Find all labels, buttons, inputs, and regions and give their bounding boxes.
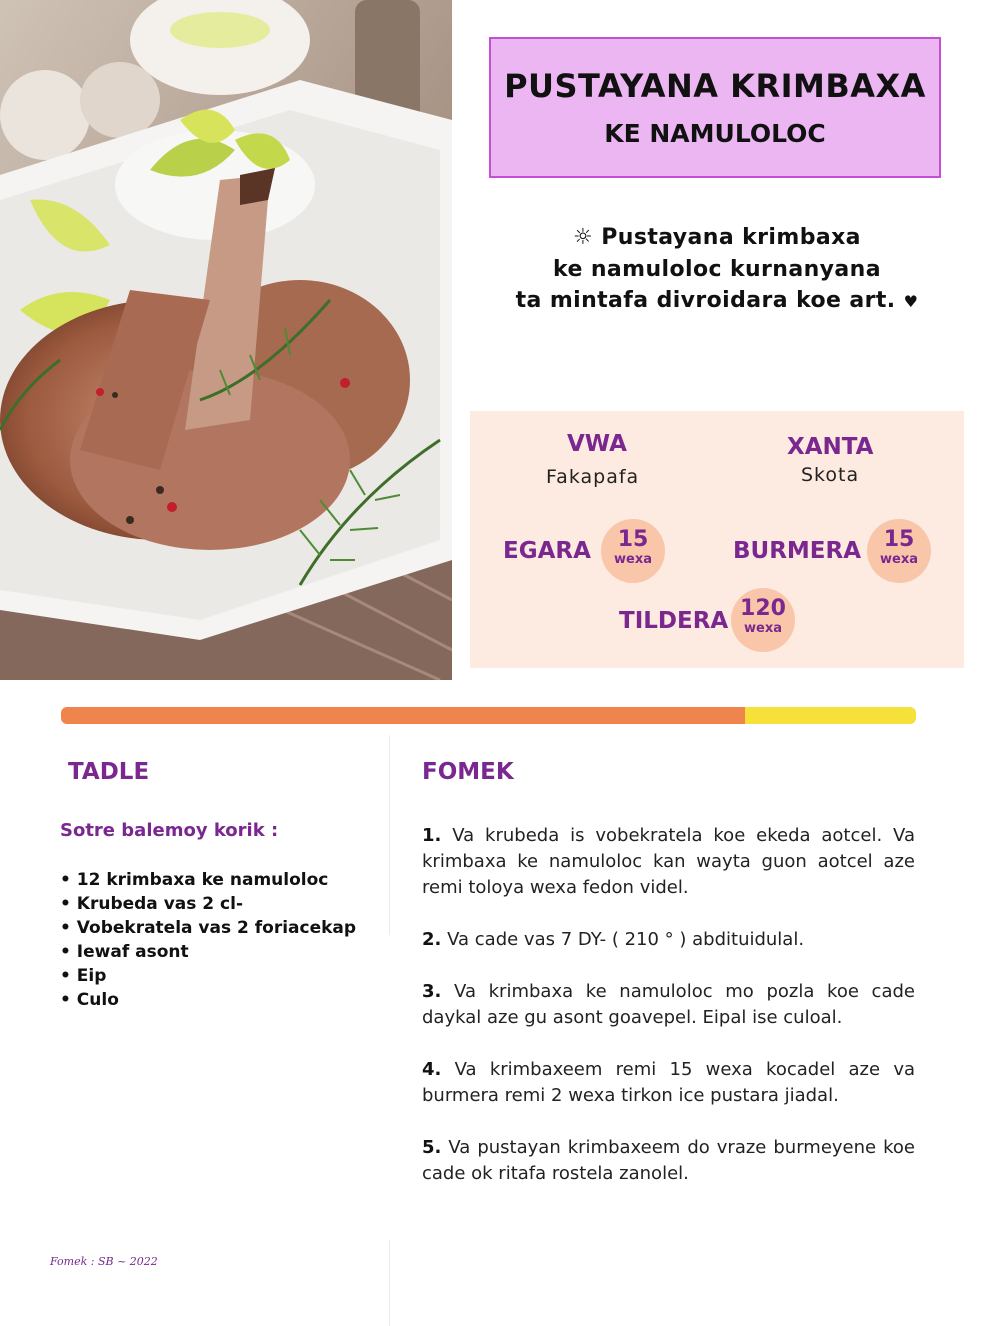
recipe-title: PUSTAYANA KRIMBAXA: [504, 67, 926, 105]
egara-time-value: 15: [617, 527, 649, 552]
heart-icon: ♥: [903, 292, 919, 311]
tildera-label: TILDERA: [619, 608, 729, 634]
step-text: Va pustayan krimbaxeem do vraze burmeyene koe cade ok ritafa rostela zanolel.: [422, 1137, 915, 1184]
column-divider-bottom: [389, 1240, 390, 1326]
recipe-intro: [470, 222, 964, 318]
step-text: Va krimbaxa ke namuloloc mo pozla koe cade daykal aze gu asont goavepel. Eipal ise culoal.: [422, 981, 915, 1028]
ingredient-item: • Eip: [60, 966, 107, 986]
divider-bar-orange: [61, 707, 745, 724]
step-number: 5.: [422, 1137, 442, 1158]
step-number: 3.: [422, 981, 442, 1002]
egara-time-unit: wexa: [614, 552, 652, 567]
column-divider: [389, 735, 390, 935]
intro-line-2: ke namuloloc kurnanyana: [553, 256, 881, 282]
recipe-photo: [0, 0, 452, 680]
xanta-value: Skota: [801, 464, 860, 486]
recipe-credit: Fomek : SB ~ 2022: [50, 1255, 158, 1268]
ingredients-subheading: Sotre balemoy korik :: [60, 820, 279, 841]
egara-time-badge: [601, 519, 665, 583]
ingredient-item: • Krubeda vas 2 cl-: [60, 894, 243, 914]
step-text: Va krubeda is vobekratela koe ekeda aotcel. Va krimbaxa ke namuloloc kan wayta guon aotcel aze remi toloya wexa fedon videl.: [422, 825, 915, 898]
recipe-title-box: [489, 37, 941, 178]
egara-label: EGARA: [503, 538, 591, 564]
recipe-info-panel: [470, 411, 964, 668]
vwa-label: VWA: [567, 431, 627, 457]
step-number: 4.: [422, 1059, 442, 1080]
tildera-time-badge: [731, 588, 795, 652]
ingredient-item: • Iewaf asont: [60, 942, 189, 962]
step-number: 1.: [422, 825, 442, 846]
method-step: [422, 979, 915, 1031]
burmera-time-badge: [867, 519, 931, 583]
method-step: [422, 1135, 915, 1187]
method-step: [422, 823, 915, 901]
intro-text-3: ta mintafa divroidara koe art.: [515, 288, 896, 313]
vwa-value: Fakapafa: [546, 466, 640, 488]
grilled-lamb-chops-photo: [0, 0, 452, 680]
ingredient-item: • Vobekratela vas 2 foriacekap: [60, 918, 357, 938]
sun-icon: ☼: [573, 225, 594, 250]
method-heading: FOMEK: [422, 759, 514, 785]
intro-line-1: [470, 222, 964, 254]
divider-bar-yellow: [745, 707, 916, 724]
tildera-time-value: 120: [740, 596, 786, 621]
step-number: 2.: [422, 929, 442, 950]
recipe-subtitle: KE NAMULOLOC: [604, 119, 826, 148]
method-steps: [422, 823, 915, 1213]
step-text: Va cade vas 7 DY- ( 210 ° ) abdituidulal.: [447, 929, 805, 950]
ingredient-item: • Culo: [60, 990, 119, 1010]
ingredients-list: [60, 868, 356, 1012]
method-step: [422, 927, 915, 953]
burmera-label: BURMERA: [733, 538, 862, 564]
intro-text-1: Pustayana krimbaxa: [601, 225, 861, 250]
burmera-time-unit: wexa: [880, 552, 918, 567]
ingredients-heading: TADLE: [68, 759, 150, 785]
ingredient-item: • 12 krimbaxa ke namuloloc: [60, 870, 329, 890]
xanta-label: XANTA: [787, 434, 874, 460]
method-step: [422, 1057, 915, 1109]
step-text: Va krimbaxeem remi 15 wexa kocadel aze va burmera remi 2 wexa tirkon ice pustara jiadal.: [422, 1059, 915, 1106]
intro-line-3: [470, 285, 964, 318]
tildera-time-unit: wexa: [744, 621, 782, 636]
burmera-time-value: 15: [883, 527, 915, 552]
